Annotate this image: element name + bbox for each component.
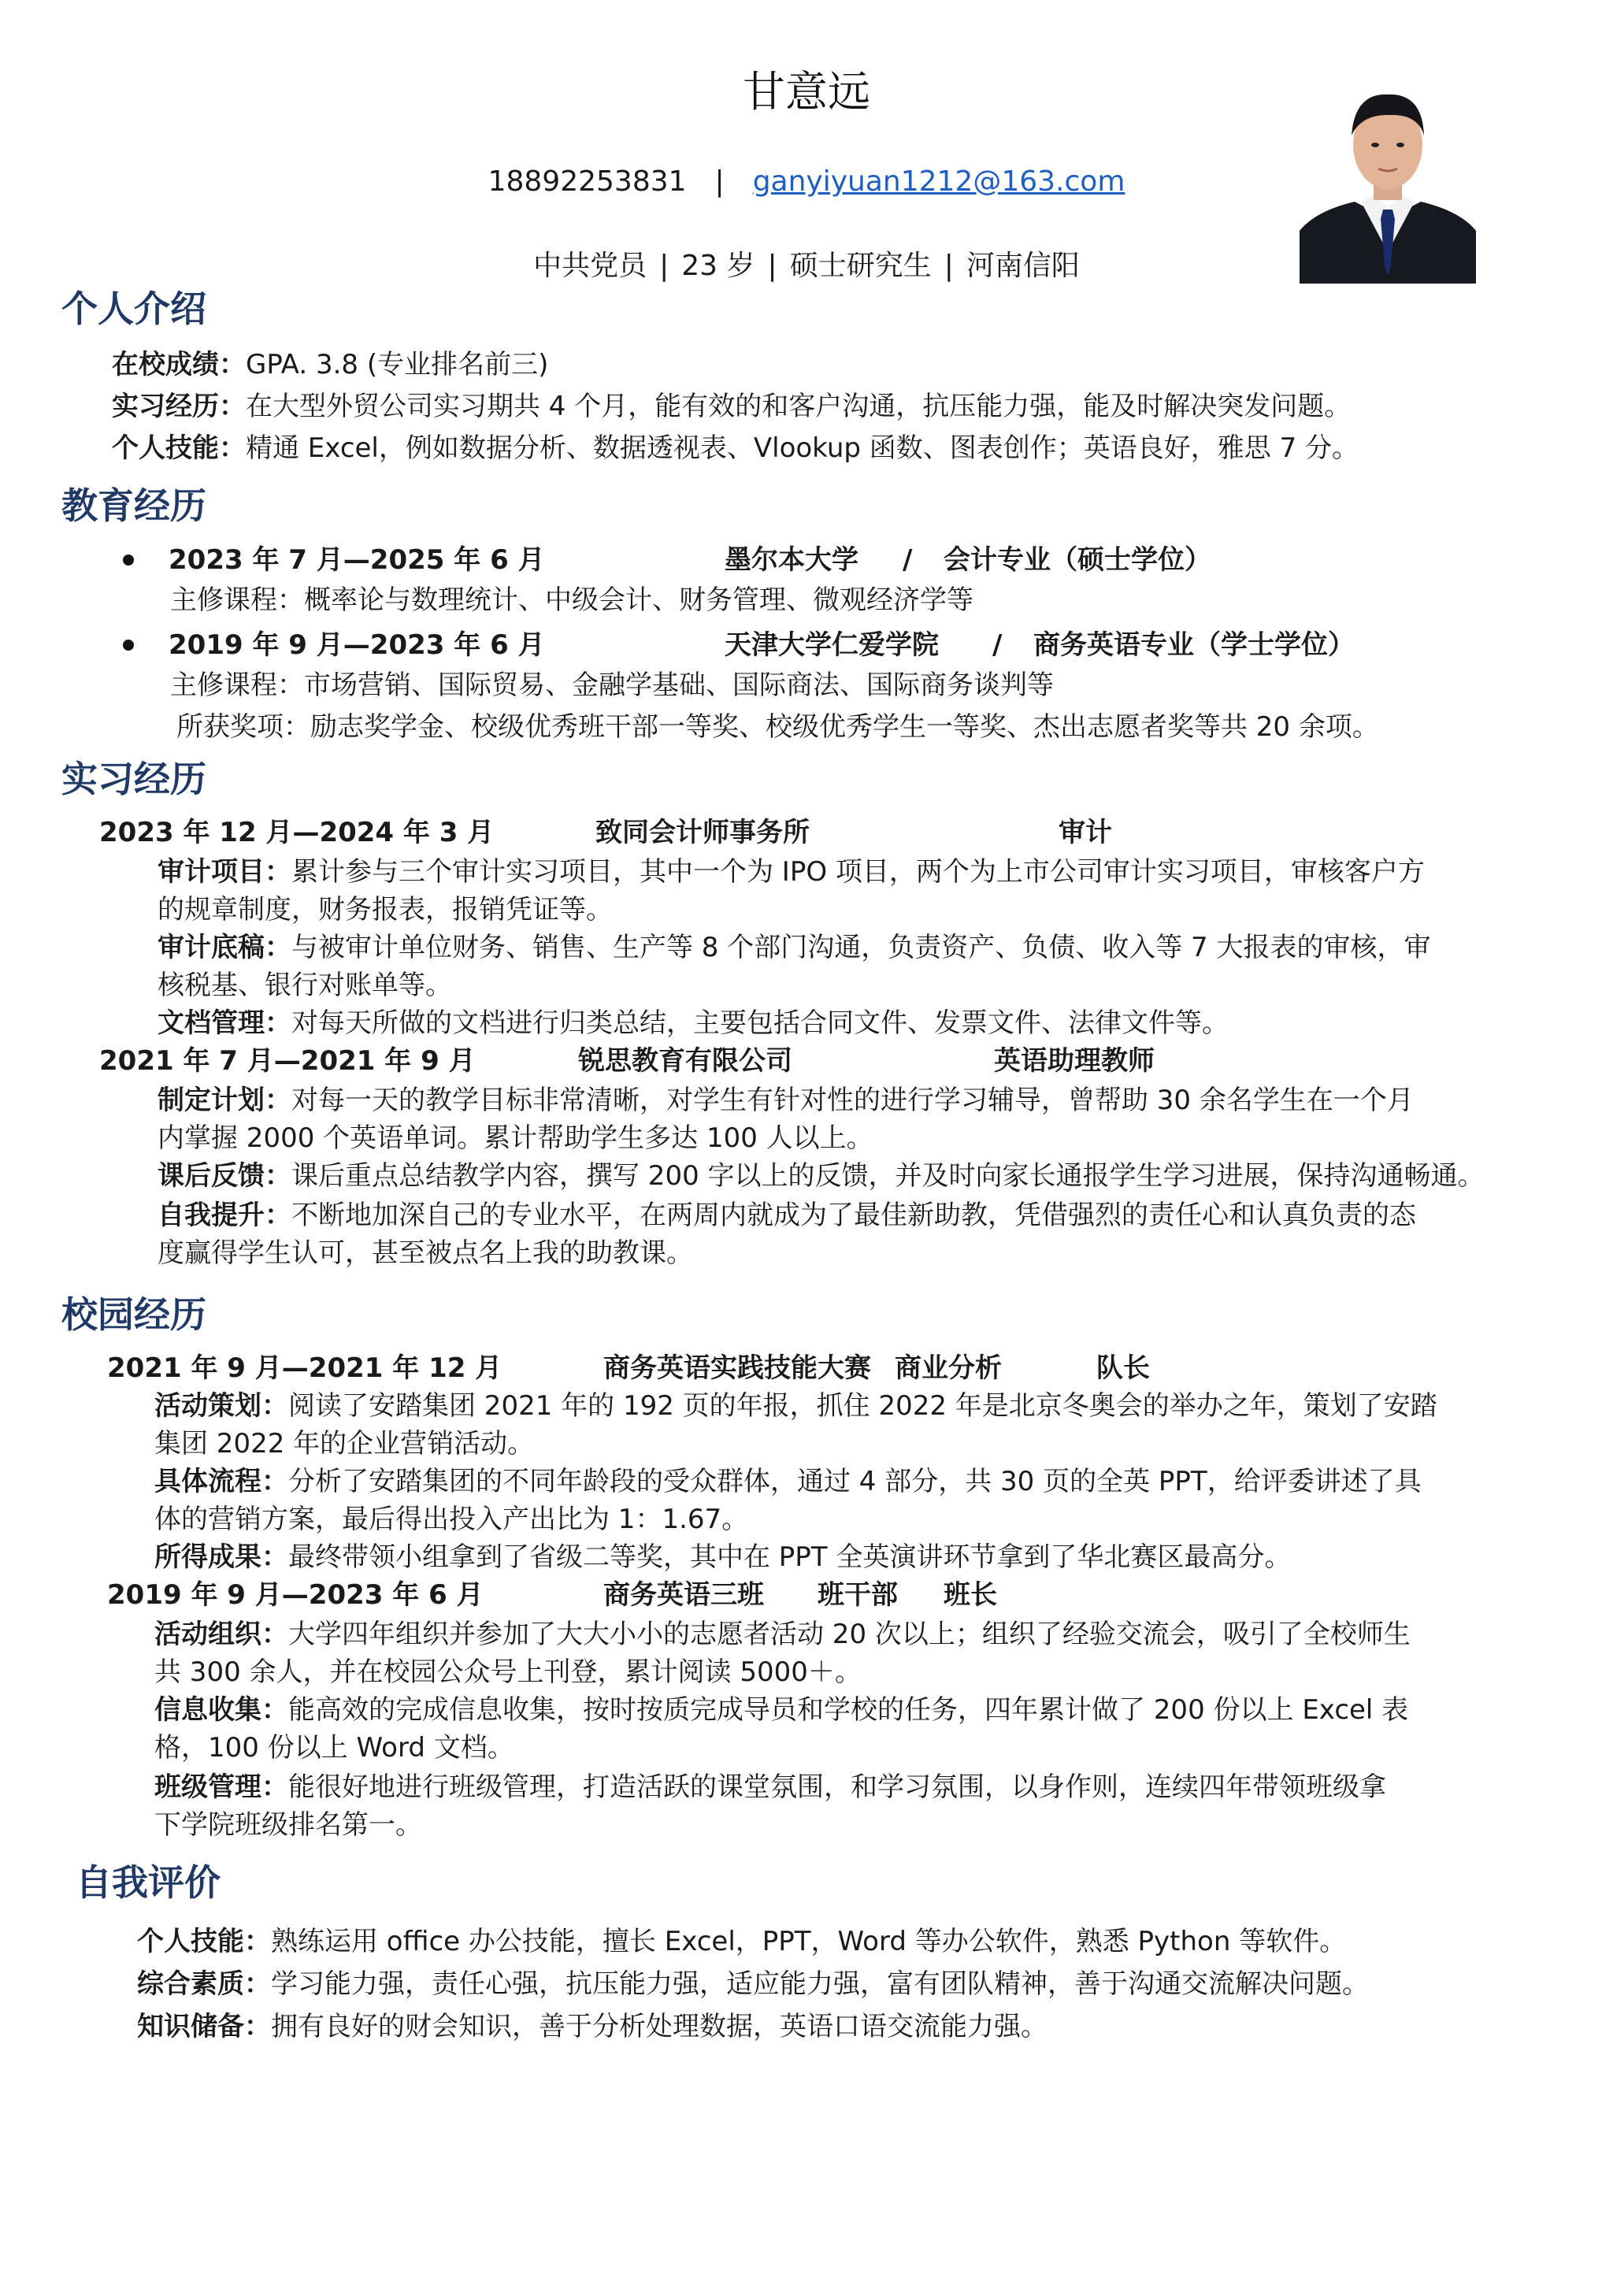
item-label: 活动策划：	[154, 1390, 288, 1422]
item-label: 课后反馈：	[158, 1160, 291, 1192]
item-text-continued: 集团 2022 年的企业营销活动。	[154, 1428, 535, 1460]
education-slash: /	[992, 629, 1003, 661]
item-label: 活动组织：	[154, 1619, 288, 1650]
item-text-continued: 核税基、银行对账单等。	[158, 970, 452, 1001]
item-text: 不断地加深自己的专业水平，在两周内就成为了最佳新助教，凭借强烈的责任心和认真负责的态	[291, 1200, 1416, 1231]
section-title-intro: 个人介绍	[61, 287, 206, 330]
education-school: 天津大学仁爱学院	[725, 629, 939, 661]
campus-dept: 商业分析	[895, 1352, 1002, 1384]
item-text: 对每一天的教学目标非常清晰，对学生有针对性的进行学习辅导，曾帮助 30 余名学生在一个月	[291, 1085, 1414, 1116]
campus-period: 2021 年 9 月—2021 年 12 月	[107, 1352, 502, 1384]
education-awards: 所获奖项：励志奖学金、校级优秀班干部一等奖、校级优秀学生一等奖、杰出志愿者奖等共 20 余项。	[176, 711, 1379, 743]
item-label: 知识储备：	[137, 2011, 271, 2042]
education-period: 2019 年 9 月—2023 年 6 月	[169, 629, 545, 661]
campus-item	[154, 1537, 1291, 1577]
internship-item	[158, 852, 1425, 892]
item-label: 审计项目：	[158, 856, 291, 888]
item-text-continued: 度赢得学生认可，甚至被点名上我的助教课。	[158, 1237, 693, 1269]
item-text: 最终带领小组拿到了省级二等奖，其中在 PPT 全英演讲环节拿到了华北赛区最高分。	[288, 1541, 1292, 1573]
item-label: 文档管理：	[158, 1007, 291, 1039]
campus-item	[154, 1690, 1408, 1730]
campus-item	[154, 1615, 1411, 1654]
internship-period: 2021 年 7 月—2021 年 9 月	[99, 1045, 476, 1077]
internship-item	[158, 1081, 1414, 1120]
item-label: 审计底稿：	[158, 932, 291, 963]
intro-item	[112, 428, 1359, 468]
education-slash: /	[903, 544, 913, 576]
internship-org: 锐思教育有限公司	[578, 1045, 792, 1077]
info-separator: |	[659, 250, 669, 282]
info-party: 中共党员	[533, 250, 647, 282]
item-label: 综合素质：	[137, 1968, 271, 2000]
item-text: 与被审计单位财务、销售、生产等 8 个部门沟通，负责资产、负债、收入等 7 大报表的审核，审	[291, 932, 1431, 963]
internship-item	[158, 1156, 1485, 1196]
bullet-icon	[123, 555, 134, 566]
section-title-self-eval: 自我评价	[76, 1861, 221, 1904]
item-text: 课后重点总结教学内容，撰写 200 字以上的反馈，并及时向家长通报学生学习进展，保持沟通畅通。	[291, 1160, 1485, 1192]
education-courses: 主修课程：概率论与数理统计、中级会计、财务管理、微观经济学等	[170, 584, 973, 616]
campus-role: 班长	[944, 1579, 997, 1611]
campus-org: 商务英语实践技能大赛	[603, 1352, 871, 1384]
item-text-continued: 体的营销方案，最后得出投入产出比为 1：1.67。	[154, 1504, 749, 1535]
intro-item	[112, 345, 548, 384]
profile-photo	[1300, 69, 1476, 284]
campus-item	[154, 1386, 1437, 1426]
campus-period: 2019 年 9 月—2023 年 6 月	[107, 1579, 484, 1611]
item-text-continued: 内掌握 2000 个英语单词。累计帮助学生多达 100 人以上。	[158, 1122, 873, 1154]
item-label: 制定计划：	[158, 1085, 291, 1116]
internship-role: 英语助理教师	[994, 1045, 1155, 1077]
item-text: 对每天所做的文档进行归类总结，主要包括合同文件、发票文件、法律文件等。	[291, 1007, 1229, 1039]
info-hometown: 河南信阳	[966, 250, 1080, 282]
item-label: 具体流程：	[154, 1466, 288, 1497]
intro-text: 在大型外贸公司实习期共 4 个月，能有效的和客户沟通，抗压能力强，能及时解决突发问题。	[246, 391, 1352, 422]
campus-item	[154, 1462, 1422, 1501]
section-title-internship: 实习经历	[61, 758, 206, 800]
intro-label: 在校成绩：	[112, 349, 246, 380]
self-eval-item	[137, 2007, 1048, 2046]
item-text-continued: 共 300 余人，并在校园公众号上刊登，累计阅读 5000＋。	[154, 1656, 862, 1688]
info-age: 23 岁	[681, 250, 755, 282]
internship-period: 2023 年 12 月—2024 年 3 月	[99, 817, 495, 848]
bullet-icon	[123, 640, 134, 651]
internship-item	[158, 928, 1431, 967]
self-eval-item	[137, 1922, 1346, 1961]
item-label: 自我提升：	[158, 1200, 291, 1231]
item-text: 分析了安踏集团的不同年龄段的受众群体，通过 4 部分，共 30 页的全英 PPT，给评委讲述了具	[288, 1466, 1422, 1497]
email-link[interactable]: ganyiyuan1212@163.com	[752, 165, 1125, 198]
item-text: 阅读了安踏集团 2021 年的 192 页的年报，抓住 2022 年是北京冬奥会的举办之年，策划了安踏	[288, 1390, 1437, 1422]
item-text-continued: 的规章制度，财务报表，报销凭证等。	[158, 894, 613, 925]
item-text: 累计参与三个审计实习项目，其中一个为 IPO 项目，两个为上市公司审计实习项目，审核客户方	[291, 856, 1425, 888]
item-label: 班级管理：	[154, 1771, 288, 1803]
item-text-continued: 格，100 份以上 Word 文档。	[154, 1732, 514, 1764]
campus-org: 商务英语三班	[603, 1579, 764, 1611]
candidate-name: 甘意远	[743, 67, 870, 117]
education-school: 墨尔本大学	[725, 544, 858, 576]
item-text-continued: 下学院班级排名第一。	[154, 1809, 422, 1841]
contact-separator: |	[714, 165, 725, 198]
education-period: 2023 年 7 月—2025 年 6 月	[169, 544, 545, 576]
item-label: 个人技能：	[137, 1926, 271, 1957]
info-degree: 硕士研究生	[789, 250, 932, 282]
item-text: 能高效的完成信息收集，按时按质完成导员和学校的任务，四年累计做了 200 份以上 Excel 表	[288, 1694, 1409, 1726]
intro-text: GPA. 3.8 (专业排名前三)	[246, 349, 549, 380]
internship-item	[158, 1003, 1229, 1043]
item-label: 所得成果：	[154, 1541, 288, 1573]
item-text: 能很好地进行班级管理，打造活跃的课堂氛围，和学习氛围，以身作则，连续四年带领班级拿	[288, 1771, 1386, 1803]
campus-dept: 班干部	[818, 1579, 898, 1611]
section-title-education: 教育经历	[61, 484, 206, 527]
intro-item	[112, 387, 1351, 426]
section-title-campus: 校园经历	[61, 1293, 206, 1336]
internship-org: 致同会计师事务所	[595, 817, 810, 848]
item-label: 信息收集：	[154, 1694, 288, 1726]
phone-number: 18892253831	[488, 165, 687, 198]
item-text: 学习能力强，责任心强，抗压能力强，适应能力强，富有团队精神，善于沟通交流解决问题。	[271, 1968, 1369, 2000]
campus-item	[154, 1767, 1386, 1807]
self-eval-item	[137, 1964, 1369, 2004]
item-text: 拥有良好的财会知识，善于分析处理数据，英语口语交流能力强。	[271, 2011, 1048, 2042]
item-text: 大学四年组织并参加了大大小小的志愿者活动 20 次以上；组织了经验交流会，吸引了全校师生	[288, 1619, 1411, 1650]
intro-label: 实习经历：	[112, 391, 246, 422]
info-separator: |	[944, 250, 954, 282]
info-separator: |	[767, 250, 777, 282]
education-major: 商务英语专业（学士学位）	[1033, 629, 1355, 661]
item-text: 熟练运用 office 办公技能，擅长 Excel，PPT，Word 等办公软件，熟悉 Python 等软件。	[271, 1926, 1347, 1957]
education-courses: 主修课程：市场营销、国际贸易、金融学基础、国际商法、国际商务谈判等	[170, 670, 1054, 701]
internship-role: 审计	[1059, 817, 1112, 848]
campus-role: 队长	[1096, 1352, 1150, 1384]
internship-item	[158, 1196, 1416, 1235]
intro-text: 精通 Excel，例如数据分析、数据透视表、Vlookup 函数、图表创作；英语良好，雅思 7 分。	[246, 432, 1359, 464]
education-major: 会计专业（硕士学位）	[944, 544, 1211, 576]
intro-label: 个人技能：	[112, 432, 246, 464]
